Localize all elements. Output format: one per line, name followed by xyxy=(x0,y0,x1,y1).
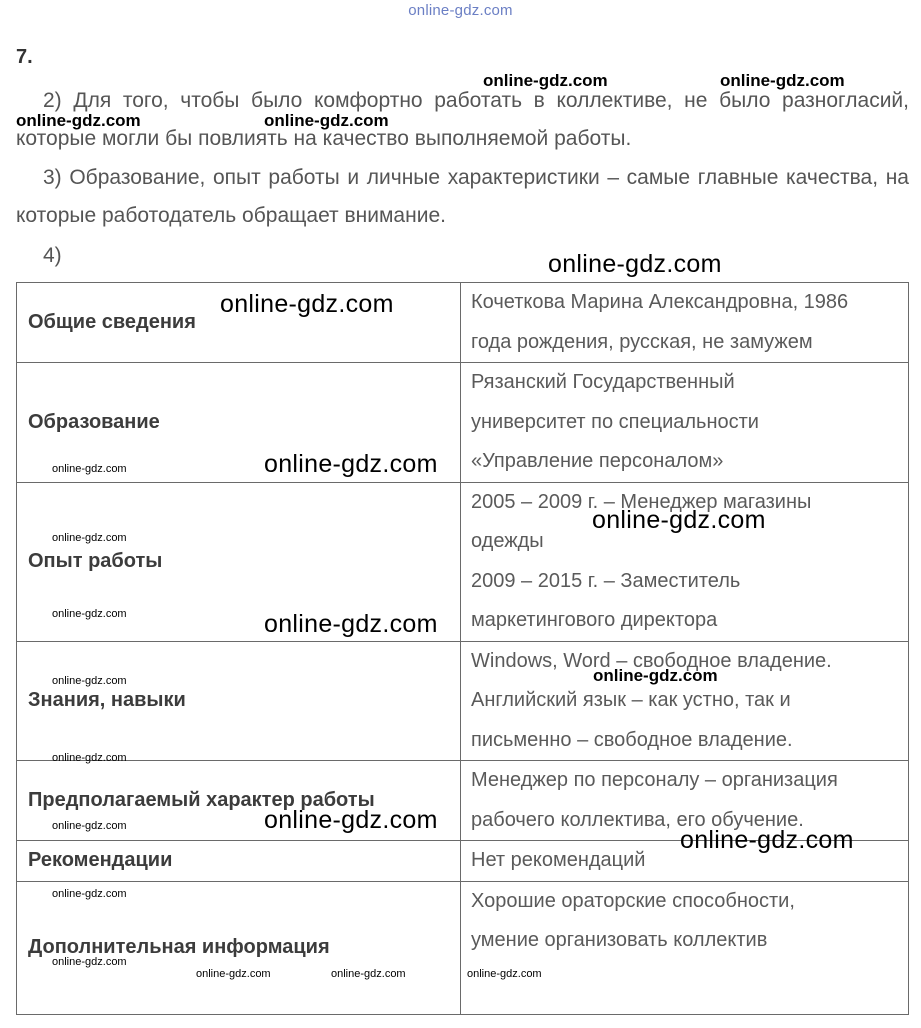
watermark: online-gdz.com xyxy=(720,71,845,90)
value-line: Кочеткова Марина Александровна, 1986 xyxy=(471,291,849,313)
watermark: online-gdz.com xyxy=(548,250,722,278)
watermark: online-gdz.com xyxy=(592,506,766,534)
value-line: Менеджер по персоналу – организация xyxy=(471,769,838,791)
value-line: умение организовать коллектив xyxy=(471,929,768,951)
watermark: online-gdz.com xyxy=(680,826,854,854)
watermark: online-gdz.com xyxy=(220,290,394,318)
table-row xyxy=(17,761,909,841)
watermark: online-gdz.com xyxy=(331,968,406,980)
value-line: письменно – свободное владение. xyxy=(471,728,793,751)
row-value xyxy=(461,881,909,1014)
watermark: online-gdz.com xyxy=(264,111,389,130)
table-row xyxy=(17,841,909,882)
value-line: «Управление персоналом» xyxy=(471,450,724,472)
table-row xyxy=(17,641,909,761)
watermark: online-gdz.com xyxy=(52,463,127,475)
row-label: Общие сведения xyxy=(17,283,461,363)
watermark: online-gdz.com xyxy=(52,956,127,968)
task-number: 7. xyxy=(16,46,33,68)
watermark: online-gdz.com xyxy=(52,532,127,544)
row-label: Опыт работы xyxy=(17,482,461,641)
row-value xyxy=(461,641,909,761)
answer-text-3: Образование, опыт работы и личные характеристики – самые главные качества, на которые работодатель обращает внимание. xyxy=(16,166,909,227)
watermark: online-gdz.com xyxy=(52,752,127,764)
value-line: года рождения, русская, не замужем xyxy=(471,330,813,353)
table-row xyxy=(17,881,909,1014)
value-line: Английский язык – как устно, так и xyxy=(471,689,791,711)
row-value xyxy=(461,841,909,882)
table-row xyxy=(17,482,909,641)
watermark: online-gdz.com xyxy=(52,888,127,900)
value-line: одежды xyxy=(471,530,544,552)
value-line: Рязанский Государственный xyxy=(471,371,735,393)
watermark: online-gdz.com xyxy=(16,111,141,130)
row-label: Рекомендации xyxy=(17,841,461,882)
value-line: рабочего коллектива, его обучение. xyxy=(471,808,804,831)
row-label: Образование xyxy=(17,363,461,483)
watermark: online-gdz.com xyxy=(52,675,127,687)
watermark: online-gdz.com xyxy=(264,806,438,834)
row-value xyxy=(461,761,909,841)
watermark: online-gdz.com xyxy=(264,610,438,638)
watermark: online-gdz.com xyxy=(52,608,127,620)
resume-table xyxy=(16,282,909,1015)
watermark: online-gdz.com xyxy=(467,968,542,980)
value-line: Нет рекомендаций xyxy=(471,849,646,871)
value-line: Windows, Word – свободное владение. xyxy=(471,649,832,672)
watermark: online-gdz.com xyxy=(264,450,438,478)
value-line: маркетингового директора xyxy=(471,609,718,631)
row-label: Дополнительная информация xyxy=(17,881,461,1014)
answer-text-2: Для того, чтобы было комфортно работать в коллективе, не было разногласий, которые могли бы повлиять на качество выполняемой работы. xyxy=(16,89,909,150)
watermark: online-gdz.com xyxy=(483,71,608,90)
answer-paragraph-4 xyxy=(16,237,909,275)
watermark: online-gdz.com xyxy=(52,820,127,832)
table-row xyxy=(17,283,909,363)
watermark: online-gdz.com xyxy=(593,666,718,685)
answer-paragraph-2 xyxy=(16,82,909,158)
watermark: online-gdz.com xyxy=(196,968,271,980)
value-line: 2009 – 2015 г. – Заместитель xyxy=(471,569,741,592)
value-line: Хорошие ораторские способности, xyxy=(471,889,795,912)
answer-marker-2: 2) xyxy=(43,89,62,112)
row-label: Предполагаемый характер работы xyxy=(17,761,461,841)
row-label: Знания, навыки xyxy=(17,641,461,761)
row-value xyxy=(461,363,909,483)
site-header: online-gdz.com xyxy=(408,2,513,19)
row-value xyxy=(461,283,909,363)
table-row xyxy=(17,363,909,483)
value-line: университет по специальности xyxy=(471,410,759,433)
answer-paragraph-3 xyxy=(16,159,909,235)
answer-marker-3: 3) xyxy=(43,166,62,189)
row-value xyxy=(461,482,909,641)
answer-marker-4: 4) xyxy=(43,244,62,267)
value-line: 2005 – 2009 г. – Менеджер магазины xyxy=(471,490,812,513)
